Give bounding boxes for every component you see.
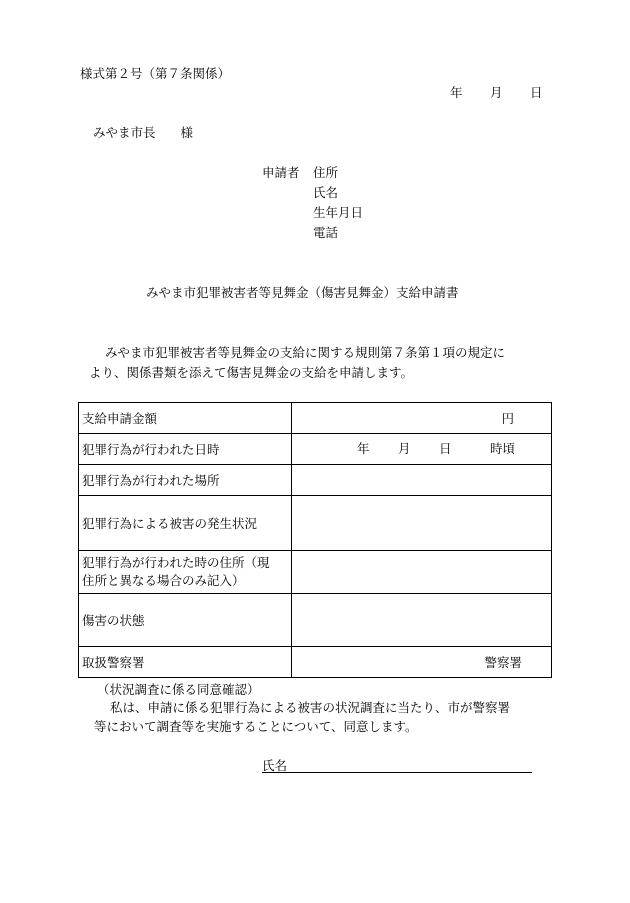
row-label: 支給申請金額 [79, 403, 292, 434]
date-month-label: 月 [490, 85, 503, 100]
applicant-role-label: 申請者 [262, 165, 300, 180]
applicant-name-label: 氏名 [313, 185, 339, 200]
row-label: 犯罪行為による被害の発生状況 [79, 496, 292, 551]
table-row-address-at-time [79, 551, 552, 594]
police-field[interactable] [292, 647, 552, 678]
addressee: みやま市長 様 [93, 125, 194, 140]
consent-line-1: 私は、申請に係る犯罪行為による被害の状況調査に当たり、市が警察署 [110, 700, 511, 715]
address-at-time-field[interactable] [292, 551, 552, 594]
signature-line[interactable] [262, 772, 532, 773]
row-label: 犯罪行為が行われた日時 [79, 434, 292, 465]
table-row-police [79, 647, 552, 678]
applicant-birthdate-label: 生年月日 [313, 205, 364, 220]
form-number: 様式第２号（第７条関係） [80, 66, 231, 81]
body-line-2: より、関係書類を添えて傷害見舞金の支給を申請します。 [89, 365, 414, 380]
row-label-line: 犯罪行為が行われた時の住所（現 [82, 555, 270, 570]
damage-field[interactable] [292, 496, 552, 551]
amount-field[interactable] [292, 403, 552, 434]
table-row-amount [79, 403, 552, 434]
row-label: 取扱警察署 [79, 647, 292, 678]
police-suffix: 警察署 [484, 655, 522, 670]
table-row-place [79, 465, 552, 496]
row-label [79, 551, 292, 594]
place-field[interactable] [292, 465, 552, 496]
application-table [78, 402, 552, 678]
datetime-year: 年 [357, 441, 370, 456]
datetime-field[interactable] [292, 434, 552, 465]
datetime-day: 日 [439, 441, 452, 456]
table-row-damage [79, 496, 552, 551]
document-title: みやま市犯罪被害者等見舞金（傷害見舞金）支給申請書 [146, 285, 459, 300]
date-year-label: 年 [450, 85, 463, 100]
row-label: 傷害の状態 [79, 594, 292, 647]
table-row-injury [79, 594, 552, 647]
table-row-datetime [79, 434, 552, 465]
row-label: 犯罪行為が行われた場所 [79, 465, 292, 496]
consent-heading: （状況調査に係る同意確認） [97, 682, 260, 697]
datetime-month: 月 [398, 441, 411, 456]
yen-unit: 円 [501, 411, 514, 426]
applicant-address-label: 住所 [313, 165, 339, 180]
body-line-1: みやま市犯罪被害者等見舞金の支給に関する規則第７条第１項の規定に [105, 345, 506, 360]
injury-field[interactable] [292, 594, 552, 647]
date-day-label: 日 [530, 85, 543, 100]
signature-label: 氏名 [262, 758, 288, 773]
row-label-line: 住所と異なる場合のみ記入） [82, 573, 245, 588]
consent-line-2: 等において調査等を実施することについて、同意します。 [94, 719, 418, 734]
datetime-hour: 時頃 [490, 441, 516, 456]
applicant-phone-label: 電話 [313, 225, 339, 240]
